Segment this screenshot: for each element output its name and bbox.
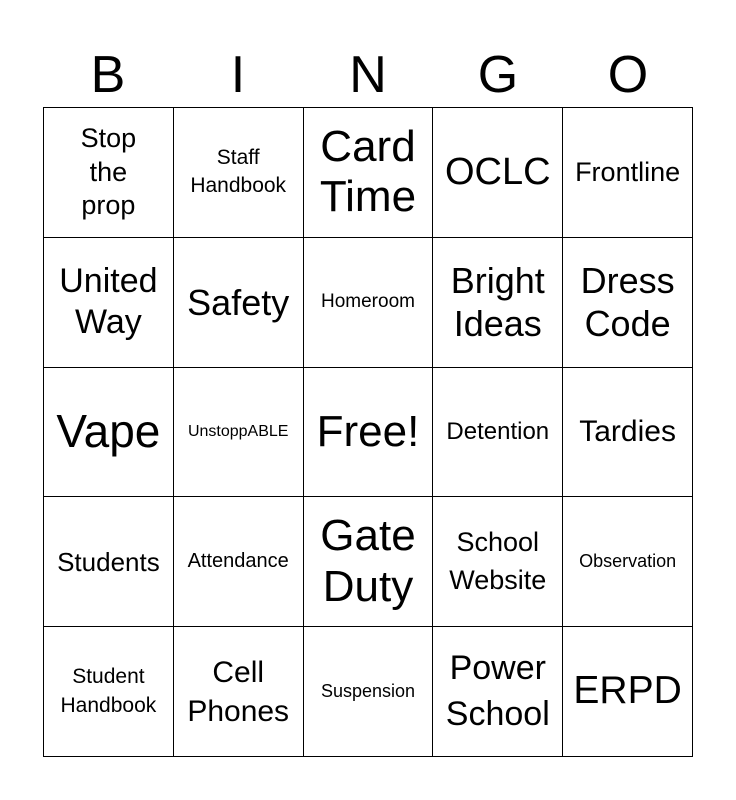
cell-label: Cell Phones: [187, 655, 290, 728]
bingo-cell-attendance[interactable]: [174, 497, 304, 627]
cell-label: Student Handbook: [60, 665, 157, 717]
bingo-cell-safety[interactable]: [174, 238, 304, 368]
header-letter-n: N: [349, 46, 387, 104]
cell-label: OCLC: [445, 150, 551, 193]
bingo-cell-homeroom[interactable]: [304, 238, 434, 368]
bingo-cell-staff-handbook[interactable]: [174, 108, 304, 238]
header-letter-g: G: [477, 46, 519, 104]
bingo-cell-dress-code[interactable]: [563, 238, 693, 368]
header-letter-b: B: [90, 46, 126, 104]
bingo-cell-free[interactable]: [304, 368, 434, 498]
bingo-cell-power-school[interactable]: [433, 627, 563, 757]
bingo-cell-student-handbook[interactable]: [44, 627, 174, 757]
cell-label: Suspension: [320, 680, 416, 701]
bingo-cell-tardies[interactable]: [563, 368, 693, 498]
cell-label: Attendance: [187, 550, 289, 573]
bingo-cell-observation[interactable]: [563, 497, 693, 627]
cell-label: Homeroom: [321, 290, 415, 312]
bingo-cell-stop-the-prop[interactable]: [44, 108, 174, 238]
cell-label: Bright Ideas: [450, 260, 545, 345]
cell-label: Tardies: [579, 415, 676, 449]
cell-label: Frontline: [575, 156, 681, 187]
bingo-header: [43, 44, 693, 106]
cell-label: Vape: [56, 405, 161, 458]
bingo-cell-oclc[interactable]: [433, 108, 563, 238]
bingo-cell-school-website[interactable]: [433, 497, 563, 627]
cell-label: Safety: [187, 281, 290, 323]
bingo-cell-united-way[interactable]: [44, 238, 174, 368]
bingo-cell-erpd[interactable]: [563, 627, 693, 757]
cell-label: Card Time: [319, 121, 417, 222]
cell-label: Students: [57, 546, 160, 577]
cell-label: Gate Duty: [320, 511, 416, 611]
bingo-board: [43, 107, 693, 757]
cell-label: United Way: [59, 262, 158, 342]
cell-label: School Website: [449, 526, 547, 595]
cell-label: Observation: [579, 551, 677, 572]
bingo-cell-vape[interactable]: [44, 368, 174, 498]
cell-label: UnstoppABLE: [187, 422, 289, 440]
cell-label: Staff Handbook: [190, 146, 287, 198]
bingo-cell-suspension[interactable]: [304, 627, 434, 757]
cell-label: Free!: [316, 406, 420, 456]
bingo-cell-unstoppable[interactable]: [174, 368, 304, 498]
cell-label: Detention: [446, 417, 550, 445]
bingo-cell-card-time[interactable]: [304, 108, 434, 238]
cell-label: ERPD: [573, 669, 682, 713]
bingo-cell-students[interactable]: [44, 497, 174, 627]
cell-label: Dress Code: [580, 260, 675, 345]
header-letter-i: I: [230, 46, 246, 104]
bingo-cell-gate-duty[interactable]: [304, 497, 434, 627]
bingo-cell-frontline[interactable]: [563, 108, 693, 238]
cell-label: Power School: [445, 648, 550, 733]
bingo-cell-cell-phones[interactable]: [174, 627, 304, 757]
bingo-cell-bright-ideas[interactable]: [433, 238, 563, 368]
cell-label: Stop the prop: [80, 122, 137, 221]
bingo-cell-detention[interactable]: [433, 368, 563, 498]
header-letter-o: O: [607, 46, 649, 104]
